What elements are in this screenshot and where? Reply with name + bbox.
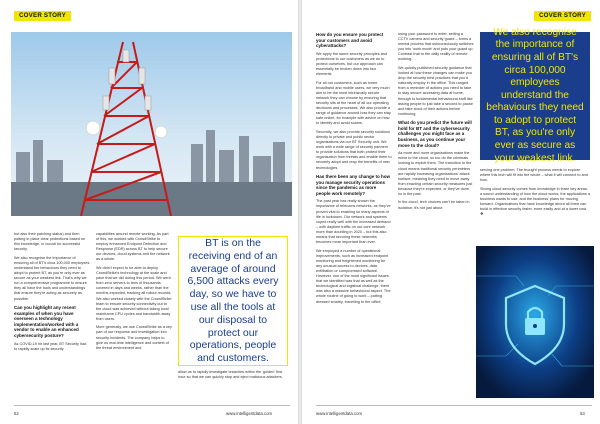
footer-url: www.intelligentdata.com (226, 411, 273, 416)
paragraph: Strong cloud security comes from knowledge in three key areas: a sound understanding of how the cloud works; the applications a business wants to use; and the business' plans for moving forward. Organisations that have knowledge about all three can build in effective security faster, more easily and at a lower cost. ❖ (480, 186, 590, 217)
question-heading: Has there been any change to how you manage security operations since the pandemic as more people work remotely? (316, 174, 391, 196)
left-column-3 (178, 370, 288, 384)
paragraph: More generally, we use CrowdStrike as a key part of our response and investigation into security incidents. The company helps to give us real-time intelligence and context of the threat environment and (96, 325, 172, 350)
section-tag: COVER STORY (14, 11, 71, 21)
paragraph: As more and more organisations make the move to the cloud, so too do the criminals looking to exploit them. The transition to the cloud means traditional security perimeters are rapidly increasing organisations' attack surface, meaning they need to move away from enacting certain security measures just because they're expected, or they've done so in the past. (398, 151, 473, 196)
paragraph: We also recognise the importance of ensuring all of BT's circa 100,000 employees understand the behaviours they need to adopt to protect BT, as you're only ever as secure as your weakest link. That's why we run a comprehensive programme to ensure they all have the tools and understandings that ensure they're acting as securely as possible. (14, 255, 90, 301)
pull-quote-left (178, 236, 288, 366)
telecom-tower-photo (11, 32, 292, 216)
paragraph: For all our customers, such as home broadband and mobile users, we very much aim to be the most intrinsically secure network they can choose by ensuring that security sits at the heart of all our operating decisions and processes. We also provide a range of guidance around how they can stay safe online, for example with advice on how to identify and avoid scams. (316, 80, 391, 126)
right-column-3 (480, 168, 590, 221)
paragraph: capabilities around remote working. As part of this, we worked with CrowdStrike to employ enhanced Endpoint Detection and Response (EDR) across BT to help secure our devices, cloud systems and the network as a whole. (96, 232, 170, 262)
paragraph: We employed a number of operational improvements, such as increased endpoint monitoring and heightened monitoring for any unusual access to devices, data exfiltration or compromised software. However, one of the most significant issues that we identified was that as well as the technological and logistical challenge, there was also a massive behavioural aspect. The whole routine of going to work – putting dressed smartly, travelling to the office, (316, 248, 391, 304)
paragraph: We apply the same security principles and protections to our customers as we do to protect ourselves, but our approach can essentially be broken down into two elements. (316, 51, 388, 77)
paragraph: Secondly, we also provide security solutions directly to private and public sector organisations via our BT Security unit. We work with a wide range of security partners to provide solutions that both protect their organisation from threats and enable them to securely adopt and reap the benefits of new technologies. (316, 129, 392, 170)
left-column-1 (14, 232, 90, 355)
right-column-1 (316, 32, 392, 308)
right-column-2 (398, 32, 474, 214)
paragraph: using your password to enter, setting a CCTV camera and security guard – forms a mental process that subconsciously switches you into 'work mode' and puts your guard up. Contrast that to the daily reality of remote working, . . . (398, 32, 474, 62)
question-heading: How do you ensure you protect your customers and avoid cyberattacks? (316, 32, 384, 49)
paragraph: serving one problem. The thought process needs to explore where this tech will fit into the whole – what it will connect to and how. (480, 168, 588, 183)
paragraph: but also their patching status) and then putting in place clear protections based on this knowledge, is crucial for successful security. (14, 232, 86, 252)
paragraph: In the cloud, tech choices can't be taken in isolation; it's not just about (398, 200, 470, 210)
question-heading: What do you predict the future will hold for BT and the cybersecurity challenges you might face as a business, as you continue your move to the cloud? (398, 120, 472, 148)
pull-quote-text: We also recognise the importance of ensuring all of BT's circa 100,000 employees understand the behaviours they need to adopt to protect BT, as you're only ever as secure as your weakest link. (486, 26, 584, 164)
shield-lock-icon (476, 246, 594, 398)
page-number: 53 (580, 411, 585, 416)
section-tag: COVER STORY (534, 11, 591, 21)
pull-quote-right (480, 26, 590, 164)
paragraph: allow us to rapidly investigate breaches within the 'golden' first hour so that we can quickly stop and eject malicious attackers. (178, 370, 283, 380)
left-page (0, 0, 298, 424)
paragraph: As COVID-19 hit last year, BT Security had to rapidly scale up its security (14, 341, 87, 351)
footer-divider (14, 405, 290, 406)
paragraph: The past year has really shown the importance of telecoms networks, as they've proved vital to enabling so many aspects of life in lockdown. Our network and systems coped really well with the increased demand – with daytime traffic on our core network more than doubling in 2020 – but this also means that securing these networks becomes more important than ever. (316, 199, 391, 245)
footer-url: www.intelligentdata.com (316, 411, 363, 416)
left-column-2 (96, 232, 172, 354)
question-heading: Can you highlight any recent examples of when you have overseen a technology implementation/worked with a vendor to enable an enhanced cybersecurity posture? (14, 305, 79, 338)
footer-divider (316, 405, 592, 406)
paragraph: We didn't expect to be able to deploy CrowdStrike's technology at the scale and pace that we did during this period. We went from zero servers to tens of thousands covered in days and weeks, rather than the months expected, tracking all rollout records. We also worked closely with the CrowdStrike team to ensure security connectivity out to the cloud was achieved without taking local mainframe CPU cycles and bandwidth away from users. (96, 265, 172, 321)
right-page (302, 0, 600, 424)
pull-quote-text: BT is on the receiving end of an average of around 6,500 attacks every day, so we have to use all the tools at our disposal to protect our operations, people and customers. (187, 237, 279, 365)
paragraph: We quickly published security guidance that looked at how these changes can make you drop the security best practices that you'd naturally employ in the office. This ranged from a reminder of actions you need to take to stay secure accessing data at home, through to fundamental behavioural stuff like asking people to just take a second to pause and take stock of their actions before continuing. (398, 65, 473, 116)
page-number: 52 (14, 411, 19, 416)
